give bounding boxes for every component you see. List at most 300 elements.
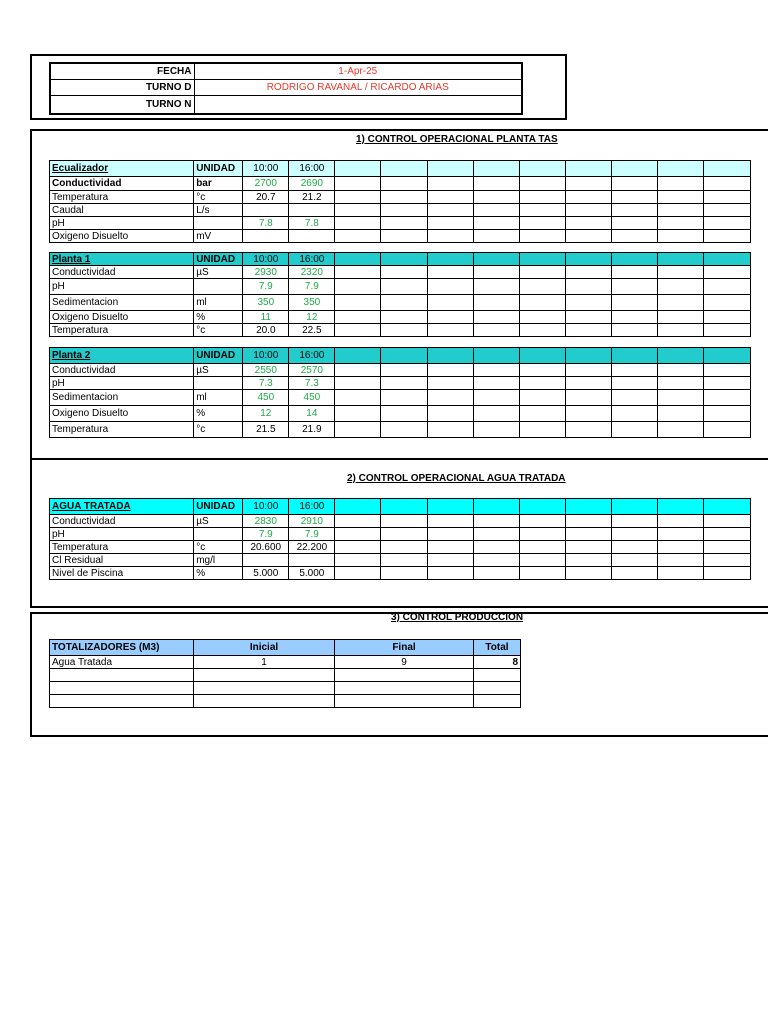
section3-title: 3) CONTROL PRODUCCION <box>391 612 524 623</box>
empty-value-cell[interactable] <box>611 377 657 390</box>
empty-value-cell[interactable] <box>473 515 519 528</box>
empty-value-cell[interactable] <box>703 230 750 243</box>
empty-value-cell[interactable] <box>703 191 750 204</box>
empty-value-cell[interactable] <box>335 191 381 204</box>
empty-value-cell[interactable] <box>703 567 750 580</box>
empty-value-cell[interactable] <box>427 554 473 567</box>
empty-value-cell[interactable] <box>335 230 381 243</box>
time-header-1: 10:00 <box>243 253 289 266</box>
empty-value-cell[interactable] <box>611 311 657 324</box>
empty-value-cell[interactable] <box>519 515 565 528</box>
empty-value-cell[interactable] <box>473 217 519 230</box>
fecha-row <box>50 63 522 80</box>
empty-value-cell[interactable] <box>335 567 381 580</box>
empty-value-cell[interactable] <box>335 295 381 311</box>
empty-value-cell[interactable] <box>519 324 565 337</box>
empty-value-cell[interactable] <box>335 364 381 377</box>
empty-value-cell[interactable] <box>381 541 427 554</box>
empty-value-cell[interactable] <box>703 204 750 217</box>
empty-value-cell[interactable] <box>565 554 611 567</box>
value-cell-1[interactable]: 350 <box>243 295 289 311</box>
value-cell-2[interactable] <box>289 204 335 217</box>
value-cell-2[interactable]: 7.8 <box>289 217 335 230</box>
param-label: Temperatura <box>50 541 194 554</box>
empty-value-cell[interactable] <box>611 364 657 377</box>
empty-value-cell[interactable] <box>335 528 381 541</box>
empty-value-cell[interactable] <box>335 324 381 337</box>
value-cell-1[interactable]: 21.5 <box>243 422 289 438</box>
empty-value-cell[interactable] <box>519 230 565 243</box>
empty-value-cell[interactable] <box>381 204 427 217</box>
empty-header-cell <box>565 348 611 364</box>
empty-value-cell[interactable] <box>473 567 519 580</box>
value-cell-1[interactable]: 7.3 <box>243 377 289 390</box>
empty-header-cell <box>519 253 565 266</box>
empty-value-cell[interactable] <box>611 217 657 230</box>
empty-header-cell <box>381 499 427 515</box>
table-row <box>50 390 751 406</box>
empty-value-cell[interactable] <box>381 554 427 567</box>
empty-value-cell[interactable] <box>703 554 750 567</box>
table-row <box>50 204 751 217</box>
empty-value-cell[interactable] <box>427 217 473 230</box>
empty-value-cell[interactable] <box>565 541 611 554</box>
empty-value-cell[interactable] <box>427 541 473 554</box>
unit-cell: µS <box>194 364 243 377</box>
empty-header-cell <box>703 348 750 364</box>
value-cell-2[interactable]: 2690 <box>289 177 335 191</box>
empty-value-cell[interactable] <box>703 406 750 422</box>
value-cell-1[interactable]: 7.9 <box>243 279 289 295</box>
table-row <box>50 682 521 695</box>
production-final[interactable] <box>335 682 474 695</box>
empty-value-cell[interactable] <box>473 311 519 324</box>
time-header-1: 10:00 <box>243 161 289 177</box>
value-cell-2[interactable]: 22.200 <box>289 541 335 554</box>
empty-value-cell[interactable] <box>657 390 703 406</box>
empty-value-cell[interactable] <box>565 217 611 230</box>
empty-value-cell[interactable] <box>611 191 657 204</box>
param-label: Conductividad <box>50 515 194 528</box>
empty-value-cell[interactable] <box>427 422 473 438</box>
value-cell-2[interactable]: 350 <box>289 295 335 311</box>
empty-value-cell[interactable] <box>335 377 381 390</box>
param-label: Oxigeno Disuelto <box>50 311 194 324</box>
value-cell-2[interactable] <box>289 554 335 567</box>
empty-value-cell[interactable] <box>565 528 611 541</box>
value-cell-1[interactable]: 2700 <box>243 177 289 191</box>
empty-value-cell[interactable] <box>519 311 565 324</box>
value-cell-2[interactable]: 5.000 <box>289 567 335 580</box>
empty-value-cell[interactable] <box>381 177 427 191</box>
turno-d-value[interactable]: RODRIGO RAVANAL / RICARDO ARIAS <box>194 80 522 96</box>
empty-value-cell[interactable] <box>657 324 703 337</box>
empty-value-cell[interactable] <box>473 390 519 406</box>
value-cell-2[interactable]: 2320 <box>289 266 335 279</box>
empty-header-cell <box>473 253 519 266</box>
value-cell-1[interactable] <box>243 204 289 217</box>
empty-value-cell[interactable] <box>335 204 381 217</box>
empty-value-cell[interactable] <box>703 377 750 390</box>
value-cell-2[interactable] <box>289 230 335 243</box>
empty-value-cell[interactable] <box>335 217 381 230</box>
production-header-row <box>50 640 521 656</box>
empty-value-cell[interactable] <box>427 567 473 580</box>
empty-value-cell[interactable] <box>381 364 427 377</box>
empty-value-cell[interactable] <box>335 515 381 528</box>
empty-value-cell[interactable] <box>519 528 565 541</box>
empty-value-cell[interactable] <box>427 528 473 541</box>
value-cell-1[interactable]: 2550 <box>243 364 289 377</box>
table-header-row <box>50 161 751 177</box>
empty-value-cell[interactable] <box>657 311 703 324</box>
empty-value-cell[interactable] <box>427 204 473 217</box>
empty-value-cell[interactable] <box>611 567 657 580</box>
table-row <box>50 191 751 204</box>
empty-value-cell[interactable] <box>657 567 703 580</box>
table-row <box>50 266 751 279</box>
empty-value-cell[interactable] <box>381 422 427 438</box>
production-total: 8 <box>474 656 521 669</box>
empty-value-cell[interactable] <box>611 204 657 217</box>
empty-value-cell[interactable] <box>519 554 565 567</box>
empty-value-cell[interactable] <box>657 554 703 567</box>
empty-value-cell[interactable] <box>657 406 703 422</box>
value-cell-2[interactable]: 7.9 <box>289 279 335 295</box>
empty-value-cell[interactable] <box>473 541 519 554</box>
value-cell-2[interactable]: 22.5 <box>289 324 335 337</box>
empty-value-cell[interactable] <box>703 541 750 554</box>
empty-value-cell[interactable] <box>703 311 750 324</box>
empty-value-cell[interactable] <box>381 295 427 311</box>
empty-value-cell[interactable] <box>657 191 703 204</box>
empty-header-cell <box>611 161 657 177</box>
empty-value-cell[interactable] <box>381 324 427 337</box>
empty-value-cell[interactable] <box>381 311 427 324</box>
empty-value-cell[interactable] <box>703 295 750 311</box>
empty-value-cell[interactable] <box>519 266 565 279</box>
empty-value-cell[interactable] <box>335 554 381 567</box>
empty-value-cell[interactable] <box>427 177 473 191</box>
empty-value-cell[interactable] <box>381 567 427 580</box>
empty-value-cell[interactable] <box>381 217 427 230</box>
table-row <box>50 515 751 528</box>
unit-cell: % <box>194 567 243 580</box>
empty-value-cell[interactable] <box>565 204 611 217</box>
empty-value-cell[interactable] <box>519 390 565 406</box>
empty-value-cell[interactable] <box>611 230 657 243</box>
production-inicial[interactable] <box>194 695 335 708</box>
empty-value-cell[interactable] <box>657 422 703 438</box>
empty-value-cell[interactable] <box>427 390 473 406</box>
value-cell-2[interactable]: 7.9 <box>289 528 335 541</box>
time-header-2: 16:00 <box>289 499 335 515</box>
empty-header-cell <box>335 253 381 266</box>
empty-value-cell[interactable] <box>335 390 381 406</box>
empty-value-cell[interactable] <box>565 377 611 390</box>
value-cell-2[interactable]: 14 <box>289 406 335 422</box>
empty-value-cell[interactable] <box>565 311 611 324</box>
value-cell-1[interactable]: 7.9 <box>243 528 289 541</box>
table-title: Planta 1 <box>50 253 194 266</box>
empty-value-cell[interactable] <box>381 390 427 406</box>
empty-value-cell[interactable] <box>657 528 703 541</box>
empty-value-cell[interactable] <box>381 266 427 279</box>
time-header-2: 16:00 <box>289 253 335 266</box>
unit-cell: % <box>194 311 243 324</box>
empty-value-cell[interactable] <box>473 266 519 279</box>
empty-value-cell[interactable] <box>427 230 473 243</box>
empty-value-cell[interactable] <box>473 191 519 204</box>
empty-value-cell[interactable] <box>519 191 565 204</box>
empty-header-cell <box>381 161 427 177</box>
production-header-final: Final <box>335 640 474 656</box>
table-row <box>50 217 751 230</box>
empty-value-cell[interactable] <box>703 217 750 230</box>
empty-value-cell[interactable] <box>611 324 657 337</box>
empty-header-cell <box>565 253 611 266</box>
unit-cell: µS <box>194 515 243 528</box>
param-label: pH <box>50 528 194 541</box>
empty-header-cell <box>657 499 703 515</box>
empty-header-cell <box>519 499 565 515</box>
value-cell-1[interactable] <box>243 554 289 567</box>
empty-value-cell[interactable] <box>473 406 519 422</box>
empty-value-cell[interactable] <box>611 554 657 567</box>
table-row <box>50 541 751 554</box>
empty-value-cell[interactable] <box>703 515 750 528</box>
empty-value-cell[interactable] <box>657 266 703 279</box>
empty-value-cell[interactable] <box>611 422 657 438</box>
empty-value-cell[interactable] <box>611 390 657 406</box>
production-final[interactable]: 9 <box>335 656 474 669</box>
value-cell-2[interactable]: 2570 <box>289 364 335 377</box>
empty-value-cell[interactable] <box>703 390 750 406</box>
empty-value-cell[interactable] <box>335 541 381 554</box>
empty-value-cell[interactable] <box>427 191 473 204</box>
production-total <box>474 682 521 695</box>
empty-value-cell[interactable] <box>427 406 473 422</box>
section2-title: 2) CONTROL OPERACIONAL AGUA TRATADA <box>347 473 566 484</box>
empty-value-cell[interactable] <box>381 515 427 528</box>
empty-value-cell[interactable] <box>335 406 381 422</box>
value-cell-2[interactable]: 450 <box>289 390 335 406</box>
empty-value-cell[interactable] <box>657 295 703 311</box>
empty-value-cell[interactable] <box>427 364 473 377</box>
unit-cell: ml <box>194 295 243 311</box>
empty-value-cell[interactable] <box>519 295 565 311</box>
production-final[interactable] <box>335 695 474 708</box>
empty-header-cell <box>335 348 381 364</box>
empty-value-cell[interactable] <box>611 295 657 311</box>
empty-header-cell <box>519 161 565 177</box>
empty-value-cell[interactable] <box>473 324 519 337</box>
param-label: Sedimentacion <box>50 295 194 311</box>
empty-value-cell[interactable] <box>473 364 519 377</box>
empty-value-cell[interactable] <box>565 567 611 580</box>
turno-n-value[interactable] <box>194 96 522 115</box>
empty-value-cell[interactable] <box>657 515 703 528</box>
empty-value-cell[interactable] <box>611 406 657 422</box>
empty-value-cell[interactable] <box>519 377 565 390</box>
empty-value-cell[interactable] <box>565 515 611 528</box>
fecha-value[interactable]: 1-Apr-25 <box>194 63 522 80</box>
empty-value-cell[interactable] <box>703 324 750 337</box>
empty-value-cell[interactable] <box>611 528 657 541</box>
value-cell-2[interactable]: 2910 <box>289 515 335 528</box>
unit-cell <box>194 217 243 230</box>
empty-value-cell[interactable] <box>519 406 565 422</box>
empty-value-cell[interactable] <box>473 377 519 390</box>
empty-value-cell[interactable] <box>473 230 519 243</box>
empty-value-cell[interactable] <box>611 266 657 279</box>
empty-value-cell[interactable] <box>703 364 750 377</box>
empty-value-cell[interactable] <box>703 266 750 279</box>
empty-value-cell[interactable] <box>381 377 427 390</box>
value-cell-1[interactable]: 7.8 <box>243 217 289 230</box>
empty-header-cell <box>565 499 611 515</box>
param-label: pH <box>50 217 194 230</box>
value-cell-1[interactable]: 450 <box>243 390 289 406</box>
empty-value-cell[interactable] <box>335 177 381 191</box>
empty-value-cell[interactable] <box>427 377 473 390</box>
value-cell-1[interactable]: 2830 <box>243 515 289 528</box>
empty-value-cell[interactable] <box>473 204 519 217</box>
empty-value-cell[interactable] <box>381 191 427 204</box>
empty-value-cell[interactable] <box>427 324 473 337</box>
empty-value-cell[interactable] <box>611 279 657 295</box>
production-inicial[interactable] <box>194 682 335 695</box>
empty-value-cell[interactable] <box>657 177 703 191</box>
empty-value-cell[interactable] <box>427 279 473 295</box>
empty-value-cell[interactable] <box>473 177 519 191</box>
value-cell-1[interactable]: 20.600 <box>243 541 289 554</box>
empty-value-cell[interactable] <box>657 230 703 243</box>
empty-value-cell[interactable] <box>381 230 427 243</box>
param-label: pH <box>50 377 194 390</box>
table-row <box>50 364 751 377</box>
empty-value-cell[interactable] <box>565 266 611 279</box>
empty-value-cell[interactable] <box>657 364 703 377</box>
param-label: Cl Residual <box>50 554 194 567</box>
empty-value-cell[interactable] <box>381 406 427 422</box>
table-row <box>50 311 751 324</box>
empty-value-cell[interactable] <box>473 279 519 295</box>
empty-value-cell[interactable] <box>703 177 750 191</box>
empty-value-cell[interactable] <box>611 541 657 554</box>
empty-value-cell[interactable] <box>703 528 750 541</box>
production-final[interactable] <box>335 669 474 682</box>
empty-header-cell <box>565 161 611 177</box>
ecualizador-table <box>49 160 751 243</box>
value-cell-2[interactable]: 21.9 <box>289 422 335 438</box>
empty-value-cell[interactable] <box>565 191 611 204</box>
production-inicial[interactable] <box>194 669 335 682</box>
production-header-inicial: Inicial <box>194 640 335 656</box>
value-cell-1[interactable]: 2930 <box>243 266 289 279</box>
empty-value-cell[interactable] <box>519 541 565 554</box>
empty-value-cell[interactable] <box>565 279 611 295</box>
empty-value-cell[interactable] <box>657 541 703 554</box>
empty-value-cell[interactable] <box>519 217 565 230</box>
empty-value-cell[interactable] <box>703 279 750 295</box>
value-cell-2[interactable]: 21.2 <box>289 191 335 204</box>
empty-value-cell[interactable] <box>611 177 657 191</box>
empty-value-cell[interactable] <box>473 554 519 567</box>
empty-value-cell[interactable] <box>565 324 611 337</box>
empty-value-cell[interactable] <box>335 266 381 279</box>
empty-value-cell[interactable] <box>335 311 381 324</box>
empty-value-cell[interactable] <box>519 364 565 377</box>
empty-value-cell[interactable] <box>611 515 657 528</box>
empty-value-cell[interactable] <box>519 279 565 295</box>
unit-header: UNIDAD <box>194 161 243 177</box>
empty-value-cell[interactable] <box>473 528 519 541</box>
empty-value-cell[interactable] <box>427 311 473 324</box>
empty-value-cell[interactable] <box>657 279 703 295</box>
empty-value-cell[interactable] <box>565 422 611 438</box>
empty-value-cell[interactable] <box>657 217 703 230</box>
empty-value-cell[interactable] <box>703 422 750 438</box>
empty-value-cell[interactable] <box>473 295 519 311</box>
production-inicial[interactable]: 1 <box>194 656 335 669</box>
empty-value-cell[interactable] <box>473 422 519 438</box>
table-row <box>50 669 521 682</box>
empty-value-cell[interactable] <box>427 295 473 311</box>
empty-value-cell[interactable] <box>519 422 565 438</box>
unit-cell: °c <box>194 541 243 554</box>
empty-value-cell[interactable] <box>427 515 473 528</box>
value-cell-2[interactable]: 12 <box>289 311 335 324</box>
empty-value-cell[interactable] <box>565 177 611 191</box>
empty-value-cell[interactable] <box>335 422 381 438</box>
empty-value-cell[interactable] <box>519 567 565 580</box>
value-cell-1[interactable]: 5.000 <box>243 567 289 580</box>
value-cell-1[interactable]: 20.7 <box>243 191 289 204</box>
empty-value-cell[interactable] <box>565 364 611 377</box>
empty-header-cell <box>473 348 519 364</box>
empty-value-cell[interactable] <box>381 279 427 295</box>
empty-value-cell[interactable] <box>381 528 427 541</box>
turno-d-label: TURNO D <box>50 80 194 96</box>
empty-value-cell[interactable] <box>565 406 611 422</box>
empty-value-cell[interactable] <box>565 295 611 311</box>
empty-value-cell[interactable] <box>565 230 611 243</box>
empty-value-cell[interactable] <box>427 266 473 279</box>
value-cell-1[interactable] <box>243 230 289 243</box>
table-row <box>50 377 751 390</box>
value-cell-2[interactable]: 7.3 <box>289 377 335 390</box>
empty-header-cell <box>427 348 473 364</box>
empty-value-cell[interactable] <box>657 204 703 217</box>
value-cell-1[interactable]: 20.0 <box>243 324 289 337</box>
empty-header-cell <box>611 348 657 364</box>
empty-value-cell[interactable] <box>657 377 703 390</box>
empty-value-cell[interactable] <box>519 204 565 217</box>
value-cell-1[interactable]: 11 <box>243 311 289 324</box>
time-header-2: 16:00 <box>289 348 335 364</box>
param-label: Conductividad <box>50 266 194 279</box>
production-name: Agua Tratada <box>50 656 194 669</box>
table-row <box>50 695 521 708</box>
empty-value-cell[interactable] <box>565 390 611 406</box>
value-cell-1[interactable]: 12 <box>243 406 289 422</box>
empty-value-cell[interactable] <box>335 279 381 295</box>
empty-value-cell[interactable] <box>519 177 565 191</box>
param-label: Caudal <box>50 204 194 217</box>
param-label: Conductividad <box>50 364 194 377</box>
param-label: Temperatura <box>50 422 194 438</box>
